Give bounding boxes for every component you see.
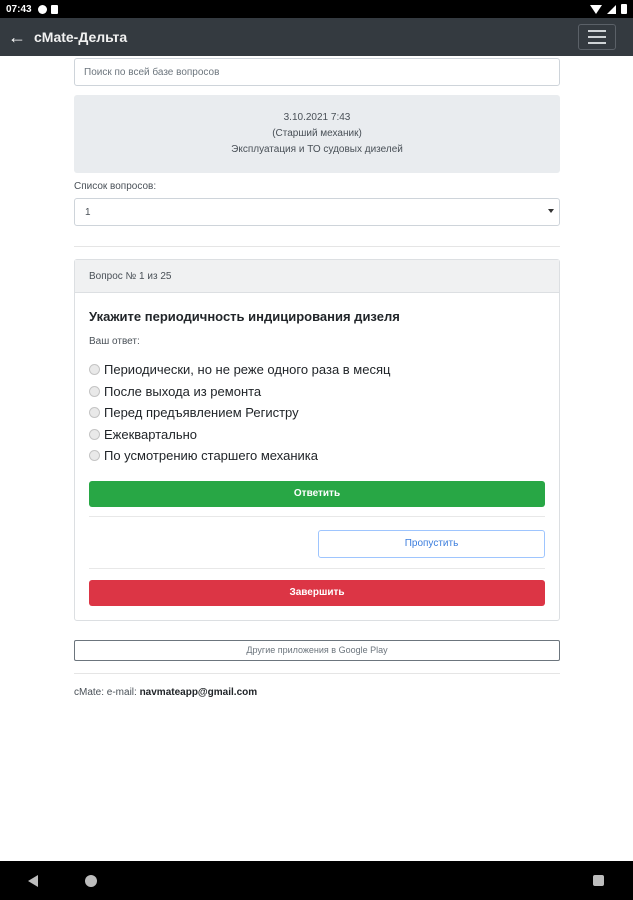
divider (89, 516, 545, 517)
divider (89, 568, 545, 569)
answer-option[interactable] (89, 359, 545, 381)
skip-button-wrap (89, 530, 545, 558)
answer-option[interactable] (89, 381, 545, 403)
answer-label: Ваш ответ: (89, 336, 140, 347)
radio-button[interactable] (89, 429, 100, 440)
test-datetime: 3.10.2021 7:43 (283, 112, 351, 123)
radio-button[interactable] (89, 407, 100, 418)
question-card-header: Вопрос № 1 из 25 (75, 260, 559, 293)
other-apps-button[interactable]: Другие приложения в Google Play (74, 640, 560, 661)
question-list-select[interactable] (74, 198, 560, 226)
skip-button[interactable]: Пропустить (318, 530, 545, 558)
notification-app-icon (38, 5, 47, 14)
question-list-selected: 1 (85, 206, 91, 218)
answer-option-label: Ежеквартально (104, 426, 198, 442)
radio-button[interactable] (89, 386, 100, 397)
status-indicators (590, 4, 627, 14)
finish-button[interactable]: Завершить (89, 580, 545, 606)
answer-option[interactable] (89, 424, 545, 446)
divider (74, 246, 560, 247)
answer-options (89, 359, 545, 467)
nav-home-icon[interactable] (85, 875, 97, 887)
radio-button[interactable] (89, 450, 100, 461)
test-info-box (74, 95, 560, 173)
wifi-icon (590, 5, 602, 14)
question-card (74, 259, 560, 621)
nav-back-icon[interactable] (28, 875, 38, 887)
answer-option[interactable] (89, 402, 545, 424)
answer-option-label: Перед предъявлением Регистру (104, 405, 299, 421)
dropdown-arrow-icon (548, 209, 554, 213)
footer (74, 687, 560, 698)
notification-file-icon (51, 5, 58, 14)
hamburger-menu-button[interactable] (578, 24, 616, 50)
app-title: cMate-Дельта (34, 29, 128, 45)
battery-icon (621, 4, 627, 14)
answer-option-label: По усмотрению старшего механика (104, 448, 318, 464)
status-time: 07:43 (6, 3, 32, 15)
menu-line (588, 30, 606, 32)
radio-button[interactable] (89, 364, 100, 375)
question-list-label: Список вопросов: (74, 181, 157, 192)
nav-recents-icon[interactable] (593, 875, 604, 886)
answer-option[interactable] (89, 445, 545, 467)
footer-email-link[interactable]: navmateapp@gmail.com (139, 686, 258, 698)
test-rank: (Старший механик) (272, 128, 362, 139)
signal-icon (607, 5, 616, 14)
test-subject: Эксплуатация и ТО судовых дизелей (231, 144, 403, 155)
divider (74, 673, 560, 674)
back-arrow-icon[interactable]: ← (8, 26, 26, 47)
search-input[interactable] (74, 58, 560, 86)
answer-button[interactable]: Ответить (89, 481, 545, 507)
question-card-body (75, 293, 559, 620)
system-nav-bar (0, 861, 633, 900)
answer-option-label: После выхода из ремонта (104, 383, 262, 399)
answer-option-label: Периодически, но не реже одного раза в месяц (104, 362, 391, 378)
menu-line (588, 42, 606, 44)
footer-prefix: cMate: e-mail: (74, 686, 137, 698)
app-bar (0, 18, 633, 56)
main-content (74, 58, 560, 698)
status-bar (0, 0, 633, 18)
menu-line (588, 36, 606, 38)
question-text: Укажите периодичность индицирования дизеля (89, 309, 400, 324)
